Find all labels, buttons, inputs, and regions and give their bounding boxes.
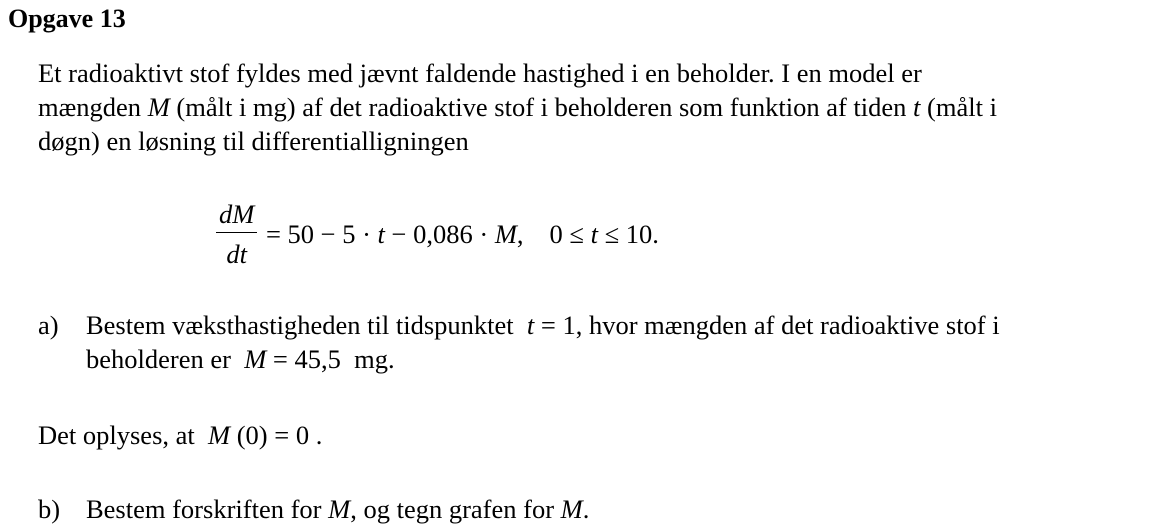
intro-paragraph bbox=[38, 56, 1158, 158]
intro-text: mængden bbox=[38, 92, 148, 122]
variable-M: M bbox=[560, 494, 583, 524]
given-text: Det oplyses, at bbox=[38, 420, 209, 450]
variable-M: M bbox=[147, 92, 170, 122]
domain-text: ≤ 10. bbox=[597, 218, 659, 249]
variable-M: M bbox=[494, 218, 517, 249]
question-text: = 1, hvor mængden af det radioaktive stof i bbox=[534, 310, 1000, 340]
variable-M: M bbox=[244, 344, 267, 374]
domain-text: 0 ≤ bbox=[549, 218, 591, 249]
question-text: = 45,5 mg. bbox=[266, 344, 395, 374]
question-b-label: b) bbox=[38, 494, 61, 524]
given-line bbox=[38, 418, 1158, 452]
variable-t: t bbox=[526, 310, 535, 340]
variable-t: t bbox=[590, 218, 598, 249]
fraction-denominator: dt bbox=[226, 238, 247, 269]
intro-line-1: Et radioaktivt stof fyldes med jævnt faldende hastighed i en beholder. I en model er bbox=[38, 58, 922, 88]
differential-equation bbox=[216, 194, 659, 274]
question-a-line-2 bbox=[86, 342, 1000, 376]
variable-M: M bbox=[208, 420, 231, 450]
question-a-line-1 bbox=[86, 308, 1000, 342]
question-text: Bestem væksthastigheden til tidspunktet bbox=[86, 310, 527, 340]
question-text: beholderen er bbox=[86, 344, 245, 374]
variable-t: t bbox=[913, 92, 921, 122]
equation-text: = 50 − 5 · bbox=[259, 218, 378, 249]
intro-line-3: døgn) en løsning til differentialligningen bbox=[38, 126, 469, 156]
derivative-fraction bbox=[216, 199, 257, 270]
question-b-body bbox=[86, 492, 589, 526]
variable-t: t bbox=[377, 218, 385, 249]
question-text: , og tegn grafen for bbox=[350, 494, 561, 524]
given-condition bbox=[38, 418, 1158, 452]
equation-rhs bbox=[259, 219, 523, 250]
intro-text: (målt i mg) af det radioaktive stof i beholderen som funktion af tiden bbox=[169, 92, 914, 122]
question-b-line bbox=[86, 492, 589, 526]
question-text: Bestem forskriften for bbox=[86, 494, 329, 524]
given-text: (0) = 0 . bbox=[230, 420, 323, 450]
fraction-numerator: dM bbox=[216, 199, 257, 233]
exercise-heading: Opgave 13 bbox=[8, 4, 126, 33]
question-text: . bbox=[582, 494, 590, 524]
equation-text: , bbox=[516, 218, 524, 249]
intro-line-2 bbox=[38, 90, 1158, 124]
question-a-label: a) bbox=[38, 310, 59, 340]
equation-text: − 0,086 · bbox=[384, 218, 495, 249]
variable-M: M bbox=[328, 494, 351, 524]
equation-domain bbox=[550, 219, 659, 250]
question-a-body bbox=[86, 308, 1000, 376]
intro-text: (målt i bbox=[920, 92, 997, 122]
